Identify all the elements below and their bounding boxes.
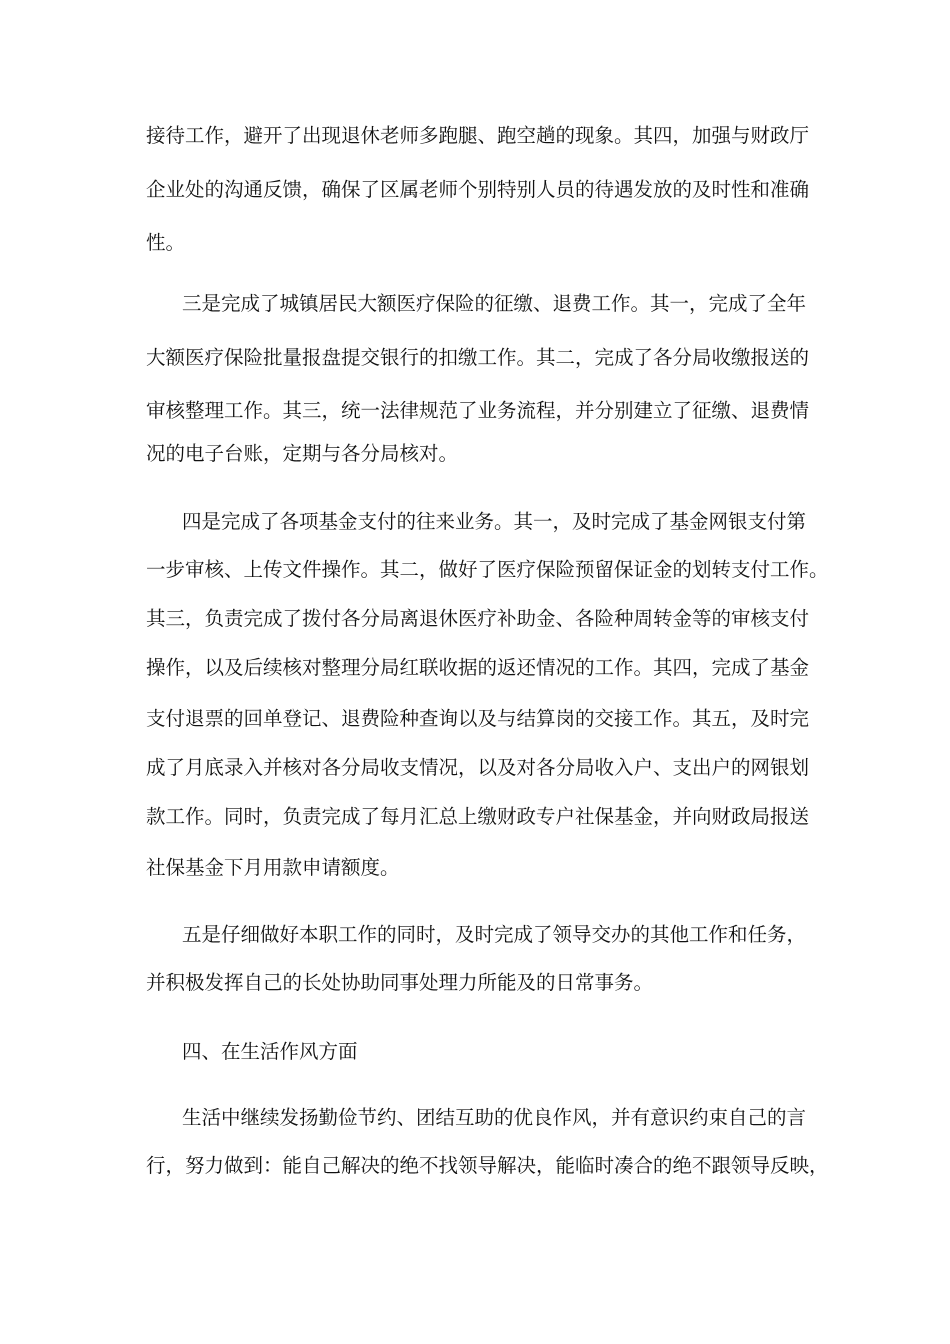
text-line: 审核整理工作。其三，统一法律规范了业务流程，并分别建立了征缴、退费情 — [146, 399, 810, 422]
text-line: 其三，负责完成了拨付各分局离退休医疗补助金、各险种周转金等的审核支付 — [146, 607, 810, 630]
text-line: 成了月底录入并核对各分局收支情况，以及对各分局收入户、支出户的网银划 — [146, 756, 810, 779]
text-line: 四是完成了各项基金支付的往来业务。其一，及时完成了基金网银支付第 — [182, 510, 807, 533]
text-line: 并积极发挥自己的长处协助同事处理力所能及的日常事务。 — [146, 971, 654, 994]
text-line: 生活中继续发扬勤俭节约、团结互助的优良作风，并有意识约束自己的言 — [182, 1106, 807, 1129]
text-line: 款工作。同时，负责完成了每月汇总上缴财政专户社保基金，并向财政局报送 — [146, 805, 810, 828]
text-line: 况的电子台账，定期与各分局核对。 — [146, 442, 459, 465]
text-line: 社保基金下月用款申请额度。 — [146, 856, 400, 879]
section-heading: 四、在生活作风方面 — [182, 1040, 358, 1063]
text-line: 支付退票的回单登记、退费险种查询以及与结算岗的交接工作。其五，及时完 — [146, 707, 810, 730]
text-line: 大额医疗保险批量报盘提交银行的扣缴工作。其二，完成了各分局收缴报送的 — [146, 346, 810, 369]
text-line: 一步审核、上传文件操作。其二，做好了医疗保险预留保证金的划转支付工作。 — [146, 558, 829, 581]
text-line: 三是完成了城镇居民大额医疗保险的征缴、退费工作。其一，完成了全年 — [182, 292, 807, 315]
text-line: 操作，以及后续核对整理分局红联收据的返还情况的工作。其四，完成了基金 — [146, 656, 810, 679]
text-line: 性。 — [146, 231, 186, 254]
text-line: 企业处的沟通反馈，确保了区属老师个别特别人员的待遇发放的及时性和准确 — [146, 178, 810, 201]
text-line: 接待工作，避开了出现退休老师多跑腿、跑空趟的现象。其四，加强与财政厅 — [146, 124, 810, 147]
text-line: 行，努力做到：能自己解决的绝不找领导解决，能临时凑合的绝不跟领导反映， — [146, 1154, 829, 1177]
text-line: 五是仔细做好本职工作的同时，及时完成了领导交办的其他工作和任务， — [182, 923, 807, 946]
